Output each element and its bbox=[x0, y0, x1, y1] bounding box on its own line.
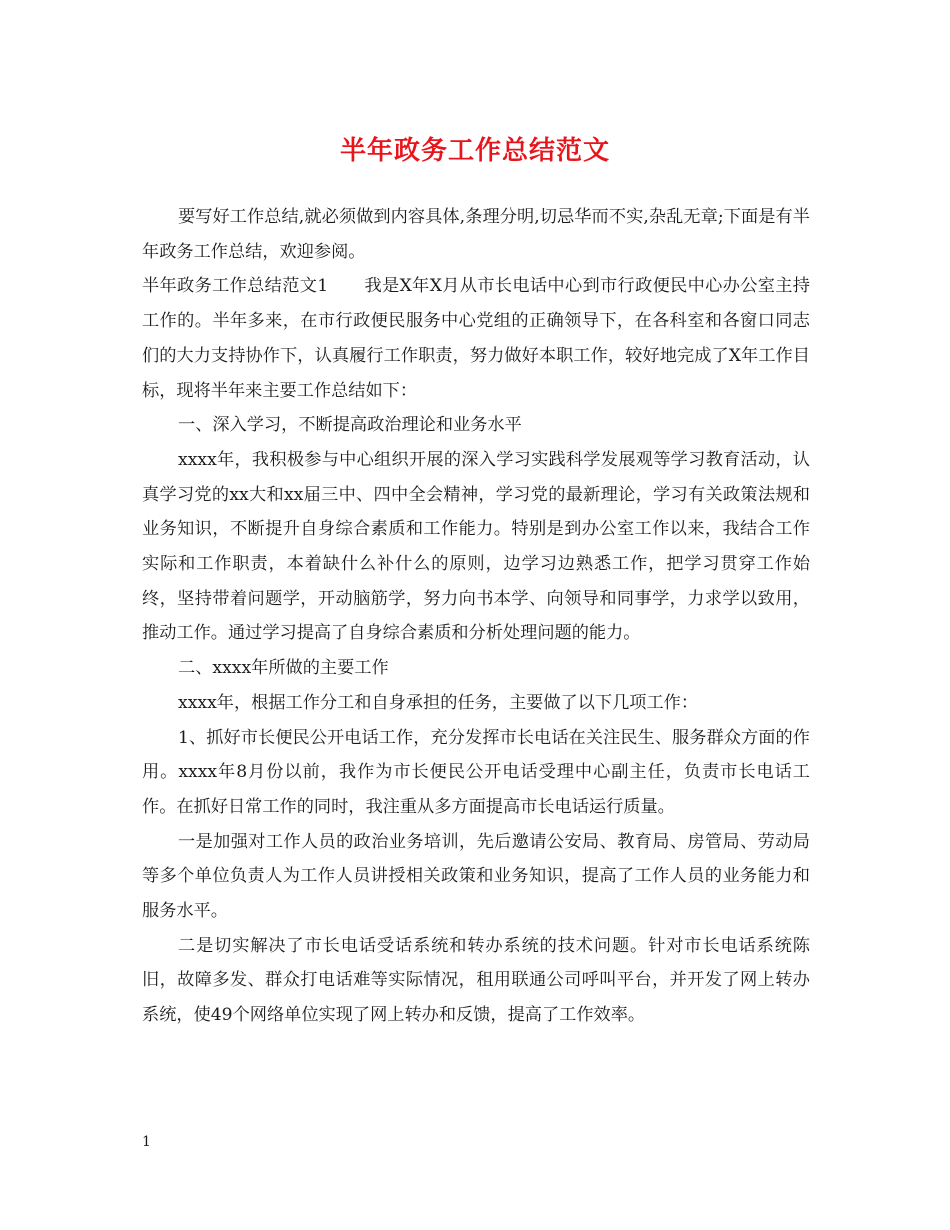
intro-paragraph: 要写好工作总结,就必须做到内容具体,条理分明,切忌华而不实,杂乱无章;下面是有半年政务工作总结，欢迎参阅。 bbox=[142, 207, 810, 262]
page-number: 1 bbox=[142, 1134, 151, 1150]
page-title: 半年政务工作总结范文 bbox=[339, 136, 610, 166]
work-intro-paragraph: xxxx年，根据工作分工和自身承担的任务，主要做了以下几项工作： bbox=[178, 692, 699, 713]
section-heading-2: 二、xxxx年所做的主要工作 bbox=[178, 658, 389, 679]
document-body bbox=[142, 200, 810, 1033]
sample-paragraph bbox=[142, 269, 810, 408]
study-paragraph: xxxx年，我积极参与中心组织开展的深入学习实践科学发展观等学习教育活动，认真学习党的xx大和xx届三中、四中全会精神，学习党的最新理论，学习有关政策法规和业务知识，不断提升自身综合素质和工作能力。特别是到办公室工作以来，我结合工作实际和工作职责，本着缺什么补什么的原则，边学习边熟悉工作，把学习贯穿工作始终，坚持带着问题学，开动脑筋学，努力向书本学、向领导和同事学，力求学以致用，推动工作。通过学习提高了自身综合素质和分析处理问题的能力。 bbox=[142, 449, 810, 644]
section-heading-1: 一、深入学习，不断提高政治理论和业务水平 bbox=[178, 415, 522, 436]
hotline-paragraph: 1、抓好市长便民公开电话工作，充分发挥市长电话在关注民生、服务群众方面的作用。xxxx年8月份以前，我作为市长便民公开电话受理中心副主任，负责市长电话工作。在抓好日常工作的同时，我注重从多方面提高市长电话运行质量。 bbox=[142, 727, 810, 817]
training-paragraph: 一是加强对工作人员的政治业务培训，先后邀请公安局、教育局、房管局、劳动局等多个单位负责人为工作人员讲授相关政策和业务知识，提高了工作人员的业务能力和服务水平。 bbox=[142, 831, 810, 922]
system-paragraph: 二是切实解决了市长电话受话系统和转办系统的技术问题。针对市长电话系统陈旧，故障多发、群众打电话难等实际情况，租用联通公司呼叫平台，并开发了网上转办系统，使49个网络单位实现了网上转办和反馈，提高了工作效率。 bbox=[142, 935, 810, 1026]
sample-heading: 半年政务工作总结范文1 bbox=[142, 276, 329, 297]
sample-intro-text: 我是X年X月从市长电话中心到市行政便民中心办公室主持工作的。半年多来，在市行政便民服务中心党组的正确领导下，在各科室和各窗口同志们的大力支持协作下，认真履行工作职责，努力做好本职工作，较好地完成了X年工作目标，现将半年来主要工作总结如下： bbox=[142, 276, 810, 401]
